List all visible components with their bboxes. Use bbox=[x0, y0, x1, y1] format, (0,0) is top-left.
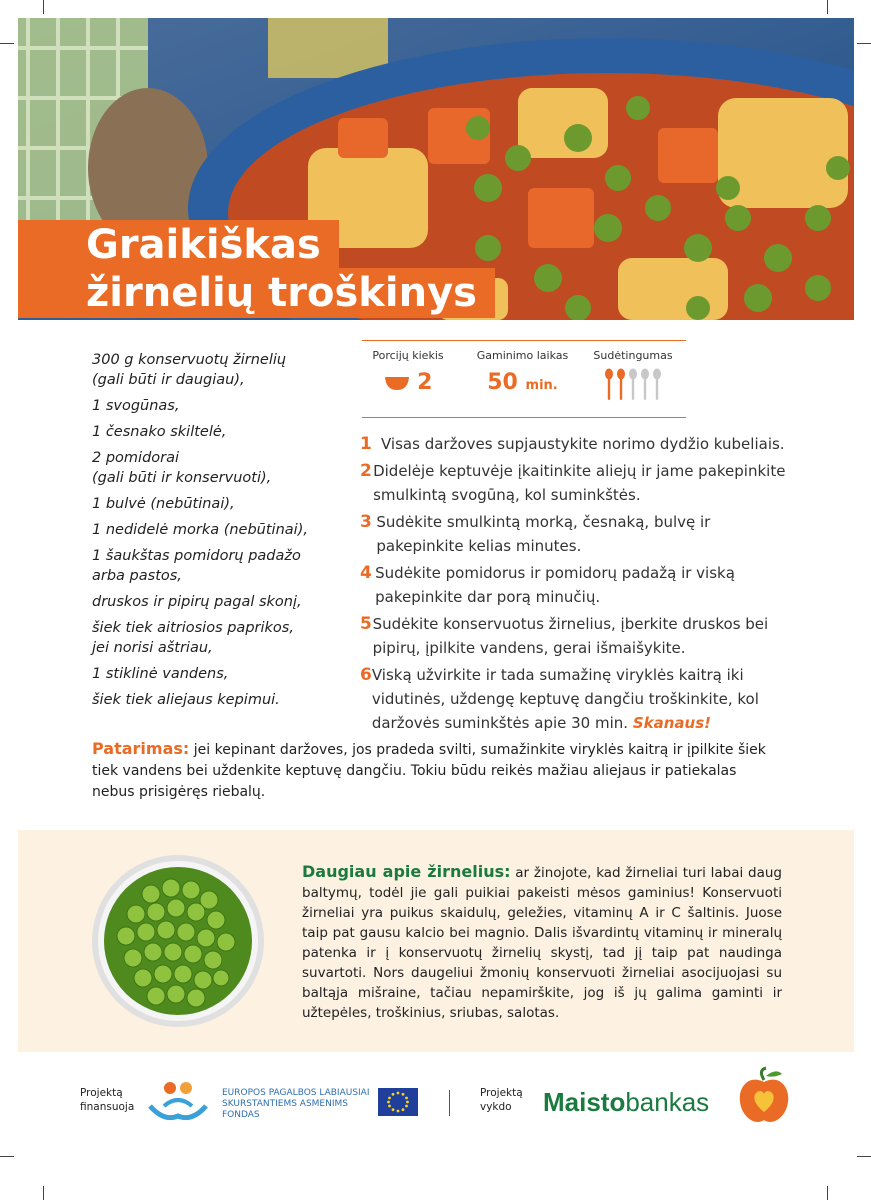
spoon-icon bbox=[641, 369, 649, 401]
step-number: 3 bbox=[360, 512, 372, 532]
brand-light: bankas bbox=[625, 1087, 710, 1117]
brand-bold: Maisto bbox=[543, 1087, 626, 1117]
footer bbox=[0, 1070, 871, 1140]
ingredient-item: 300 g konservuotų žirnelių (gali būti ir daugiau), bbox=[92, 352, 287, 388]
spoon-icon bbox=[653, 369, 661, 401]
funded-label: Projektą finansuoja bbox=[80, 1087, 135, 1113]
recipe-title-line1: Graikiškas bbox=[18, 220, 339, 270]
step-number: 4 bbox=[360, 563, 372, 583]
ingredient-item: 2 pomidorai (gali būti ir konservuoti), bbox=[92, 450, 272, 486]
crop-mark bbox=[857, 1156, 871, 1157]
ingredient-item: 1 svogūnas, bbox=[92, 398, 180, 414]
ingredient-item: 1 bulvė (nebūtinai), bbox=[92, 496, 235, 512]
crop-mark bbox=[857, 43, 871, 44]
apple-heart-icon bbox=[736, 1066, 792, 1126]
difficulty-label: Sudėtingumas bbox=[593, 349, 673, 362]
recipe-meta bbox=[362, 340, 686, 418]
ingredient-item: 1 šaukštas pomidorų padažo arba pastos, bbox=[92, 548, 301, 584]
time-value: 50 bbox=[487, 370, 518, 395]
step-text: Sudėkite konservuotus žirnelius, įberkite druskos bei pipirų, įpilkite vandens, gerai išmaišykite. bbox=[372, 615, 769, 657]
crop-mark bbox=[827, 0, 828, 14]
crop-mark bbox=[827, 1186, 828, 1200]
time-label: Gaminimo laikas bbox=[476, 349, 569, 362]
step-text-main: Viską užvirkite ir tada sumažinę viryklės kaitrą iki vidutinės, uždengę keptuvę dangčiu troškinkite, kol daržovės suminkštės apie 30 min. bbox=[371, 666, 759, 732]
time-unit: min. bbox=[525, 378, 558, 393]
portions-block bbox=[362, 349, 454, 395]
difficulty-block bbox=[590, 349, 676, 406]
eu-flag-icon bbox=[378, 1088, 418, 1116]
step-item bbox=[360, 432, 800, 456]
tip-text: jei kepinant daržoves, jos pradeda svilti, sumažinkite viryklės kaitrą ir įpilkite šiek tiek vandens bei uždenkite keptuvę dangčiu. Tokiu būdu reikės mažiau aliejaus ir patiekalas nebus prisigėręs riebalų. bbox=[92, 742, 766, 800]
steps-list bbox=[360, 432, 800, 738]
portions-value: 2 bbox=[417, 370, 433, 395]
step-text: Didelėje keptuvėje įkaitinkite aliejų ir jame pakepinkite smulkintą svogūną, kol suminkštės. bbox=[373, 462, 786, 504]
ingredient-item: šiek tiek aliejaus kepimui. bbox=[92, 692, 280, 708]
run-label: Projektą vykdo bbox=[480, 1087, 523, 1113]
step-item bbox=[360, 561, 800, 609]
step-item bbox=[360, 459, 800, 507]
step-number: 6 bbox=[360, 665, 372, 685]
spoon-icon bbox=[629, 369, 637, 401]
crop-mark bbox=[0, 1156, 14, 1157]
step-number: 5 bbox=[360, 614, 372, 634]
step-text: Sudėkite pomidorus ir pomidorų padažą ir viską pakepinkite dar porą minučių. bbox=[375, 564, 735, 606]
crop-mark bbox=[0, 43, 14, 44]
portions-label: Porcijų kiekis bbox=[372, 349, 444, 362]
ingredients-list bbox=[92, 350, 347, 716]
step-text bbox=[372, 663, 800, 735]
ingredient-item: 1 stiklinė vandens, bbox=[92, 666, 229, 682]
divider bbox=[449, 1090, 450, 1116]
crop-mark bbox=[43, 0, 44, 14]
step-item bbox=[360, 612, 800, 660]
step-item bbox=[360, 510, 800, 558]
ingredient-item: 1 nedidelė morka (nebūtinai), bbox=[92, 522, 308, 538]
ingredient-item: 1 česnako skiltelė, bbox=[92, 424, 227, 440]
step-text: Visas daržoves supjaustykite norimo dydžio kubeliais. bbox=[381, 435, 785, 453]
tip-label: Patarimas: bbox=[92, 739, 190, 758]
closing-exclamation: Skanaus! bbox=[632, 714, 711, 732]
about-peas-paragraph bbox=[302, 862, 782, 1023]
brand-wordmark bbox=[543, 1086, 709, 1118]
ingredient-item: šiek tiek aitriosios paprikos, jei norisi aštriau, bbox=[92, 620, 294, 656]
step-text: Sudėkite smulkintą morką, česnaką, bulvę ir pakepinkite kelias minutes. bbox=[376, 513, 711, 555]
fund-name: EUROPOS PAGALBOS LABIAUSIAI SKURSTANTIEMS ASMENIMS FONDAS bbox=[222, 1088, 370, 1120]
about-peas-text: ar žinojote, kad žirneliai turi labai daug baltymų, todėl jie gali puikiai pakeisti mėsos gaminius! Konservuoti žirneliai yra puikus skaidulų, geležies, vitaminų A ir C šaltinis. Juose taip pat gausu kalcio bei magnio. Dalis išvardintų vitaminų ir mineralų patenka ir į konservuotų žirnelių skystį, tad jį taip pat naudinga suvartoti. Nors daugeliui žmonių konservuoti žirneliai asocijuojasi su baltąja mišraine, tačiau nepamirškite, jog iš jų galima gaminti ir užtepėles, troškinius, sriubas, salotas. bbox=[302, 865, 782, 1021]
spoon-icon bbox=[617, 369, 625, 401]
step-number: 1 bbox=[360, 434, 372, 454]
peas-bowl-icon bbox=[91, 854, 265, 1028]
step-number: 2 bbox=[360, 461, 372, 481]
fund-logo-icon bbox=[146, 1076, 210, 1124]
ingredient-item: druskos ir pipirų pagal skonį, bbox=[92, 594, 302, 610]
step-item bbox=[360, 663, 800, 735]
crop-mark bbox=[43, 1186, 44, 1200]
tip-paragraph bbox=[92, 738, 772, 803]
difficulty-rating bbox=[590, 368, 676, 406]
recipe-title-line2: žirnelių troškinys bbox=[18, 268, 495, 318]
time-block bbox=[470, 349, 575, 395]
bowl-icon bbox=[384, 375, 410, 391]
about-peas-label: Daugiau apie žirnelius: bbox=[302, 862, 511, 881]
spoon-icon bbox=[605, 369, 613, 401]
